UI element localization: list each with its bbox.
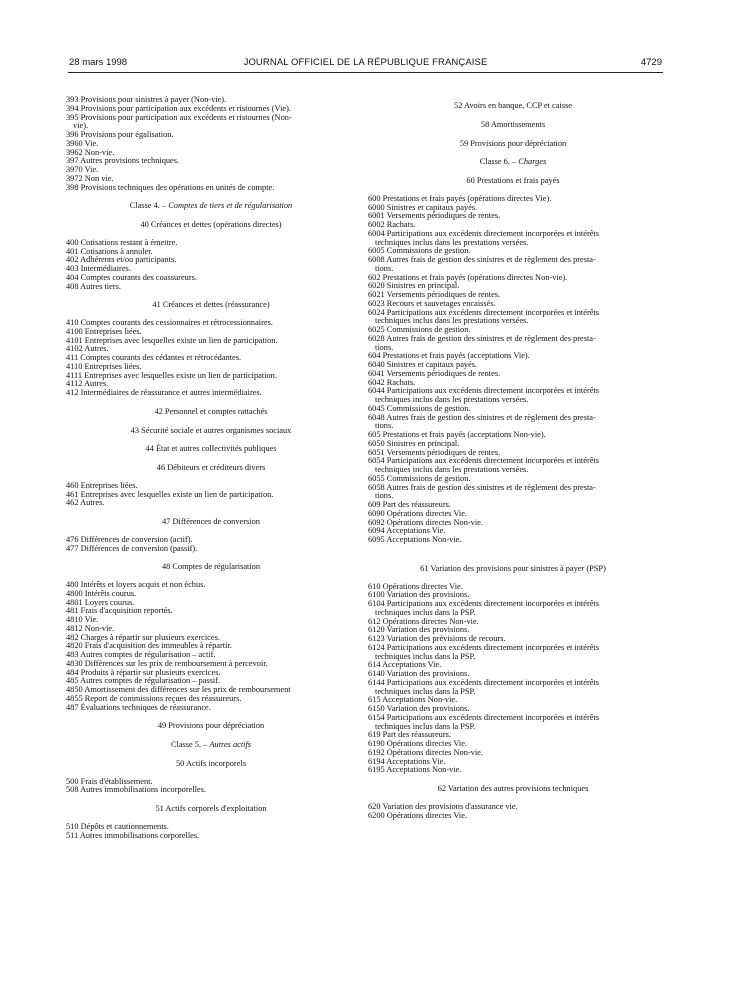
account-line: 4102 Autres. [66,344,109,354]
account-line: 6140 Variation des provisions. [368,669,470,678]
account-line: 6095 Acceptations Non-vie. [368,535,462,544]
heading-text: 42 Personnel et comptes rattachés [154,406,268,416]
account-line-continuation: tions. [375,421,394,431]
account-line: 614 Acceptations Vie. [368,660,442,670]
account-line: 6124 Participations aux excédents directement incorporées et intérêts [368,642,599,652]
header-rule [68,72,663,73]
account-line: 615 Acceptations Non-vie. [368,695,458,705]
account-line: 480 Intérêts et loyers acquis et non échus. [66,580,206,589]
account-line: 6004 Participations aux excédents directement incorporées et intérêts [368,228,599,238]
account-line: 393 Provisions pour sinistres à payer (Non-vie). [66,95,227,104]
account-line: 6048 Autres frais de gestion des sinistres et de règlement des presta- [368,412,596,422]
account-line: 6190 Opérations directes Vie. [368,739,467,748]
section-heading [368,565,658,574]
section-heading [66,741,356,750]
heading-italic: Comptes de tiers et de régularisation [168,201,293,211]
account-line: 6104 Participations aux excédents directement incorporées et intérêts [368,599,599,608]
account-line: 6150 Variation des provisions. [368,704,470,713]
account-line: 398 Provisions techniques des opérations en unités de compte. [66,182,275,192]
heading-text: 40 Créances et dettes (opérations directes) [140,220,282,229]
section-heading [66,464,356,473]
account-line: 412 Intermédiaires de réassurance et autres intermédiaires. [66,388,262,397]
account-line: 396 Provisions pour égalisation. [66,130,174,139]
left-column [66,96,356,840]
heading-italic: Charges [518,157,547,167]
journal-title: JOURNAL OFFICIEL DE LA RÉPUBLIQUE FRANÇAISE [243,57,488,68]
heading-text: 46 Débiteurs et créditeurs divers [156,463,266,472]
account-line: 408 Autres tiers. [66,281,121,291]
account-line: 511 Autres immobilisations corporelles. [66,830,200,840]
account-line: 6154 Participations aux excédents directement incorporées et intérêts [368,712,599,722]
section-heading [368,785,658,794]
account-line: 619 Part des réassureurs. [368,730,451,740]
account-line: 4830 Différences sur les prix de remboursement à percevoir. [66,658,268,668]
heading-text: Classe 6. – [479,157,519,167]
section-heading [66,445,356,454]
account-line: 482 Charges à répartir sur plusieurs exercices. [66,632,220,642]
heading-text: Classe 5. – [170,740,210,749]
account-line: 395 Provisions pour participation aux excédents et ristournes (Non- [66,112,292,122]
section-heading [66,202,356,211]
account-line: 602 Prestations et frais payés (opérations directes Non-vie). [368,272,568,282]
account-line: 4800 Intérêts courus. [66,588,137,598]
account-line-continuation: tions. [375,491,394,501]
account-line: 6195 Acceptations Non-vie. [368,765,462,775]
right-column [368,96,658,820]
account-line: 500 Frais d'établissement. [66,776,153,786]
heading-text: 62 Variation des autres provisions techniques [437,784,589,793]
section-heading [66,722,356,731]
heading-text: 60 Prestations et frais payés [466,176,560,185]
account-line: 6024 Participations aux excédents directement incorporées et intérêts [368,307,599,317]
account-line: 6042 Rachats. [368,377,416,387]
account-line-continuation: tions. [375,263,394,273]
section-heading [66,760,356,769]
account-line: 404 Comptes courants des coassureurs. [66,272,197,282]
account-line: 3960 Vie. [66,138,99,148]
account-line: 4100 Entreprises liées. [66,326,142,336]
account-line: 397 Autres provisions techniques. [66,156,180,166]
account-line: 6045 Commissions de gestion. [368,403,471,413]
account-line: 6002 Rachats. [368,220,416,229]
section-heading [368,121,658,130]
account-line: 610 Opérations directes Vie. [368,581,463,591]
account-line: 6044 Participations aux excédents directement incorporées et intérêts [368,386,599,396]
account-line-continuation: techniques inclus dans la PSP. [375,651,476,661]
account-line: 4850 Amortissement des différences sur les prix de remboursement [66,685,291,694]
account-line: 6008 Autres frais de gestion des sinistres et de règlement des presta- [368,255,596,264]
section-heading [66,427,356,436]
account-line: 402 Adhérents et/ou participants. [66,255,177,265]
account-line: 461 Entreprises avec lesquelles existe un lien de participation. [66,489,274,499]
heading-text: 43 Sécurité sociale et autres organismes sociaux [130,425,292,435]
account-line: 6005 Commissions de gestion. [368,246,471,256]
section-heading [368,102,658,111]
heading-italic: Autres actifs [209,740,252,749]
account-line: 6192 Opérations directes Non-vie. [368,747,483,757]
account-line: 6090 Opérations directes Vie. [368,508,467,518]
account-line: 6023 Recours et sauvetages encaissés. [368,298,496,308]
account-line-continuation: tions. [375,342,394,352]
heading-text: 48 Comptes de régularisation [161,562,261,572]
heading-text: 49 Provisions pour dépréciation [157,721,265,731]
heading-text: 50 Actifs incorporels [176,758,246,768]
section-heading [66,563,356,572]
account-line: 401 Cotisations à annuler. [66,246,153,256]
account-line-continuation: techniques inclus dans la PSP. [375,721,476,731]
account-line-continuation: techniques inclus dans les prestations versées. [375,395,529,404]
heading-text: Classe 4. – [129,201,169,211]
account-line: 460 Entreprises liées. [66,480,138,490]
account-line: 6058 Autres frais de gestion des sinistres et de règlement des presta- [368,482,596,492]
account-line: 4810 Vie. [66,615,99,624]
account-line: 6144 Participations aux excédents directement incorporées et intérêts [368,677,599,687]
account-line: 6025 Commissions de gestion. [368,325,471,334]
account-line: 6028 Autres frais de gestion des sinistres et de règlement des presta- [368,333,596,343]
account-line: 6194 Acceptations Vie. [368,756,446,766]
account-line: 605 Prestations et frais payés (acceptations Non-vie). [368,430,546,439]
account-line: 6001 Versements périodiques de rentes. [368,211,501,221]
account-line: 609 Part des réassureurs. [368,500,451,509]
heading-text: 58 Amortissements [480,119,546,129]
account-line: 6123 Variation des prévisions de recours. [368,634,506,643]
account-line-continuation: vie). [73,121,89,131]
account-line-continuation: techniques inclus dans les prestations versées. [375,237,529,247]
section-heading [66,518,356,527]
account-line: 6041 Versements périodiques de rentes. [368,368,501,378]
section-heading [66,805,356,814]
account-line: 487 Évaluations techniques de réassurance. [66,702,211,712]
account-line: 4820 Frais d'acquisition des immeubles à répartir. [66,641,232,651]
account-line: 508 Autres immobilisations incorporelles. [66,785,206,795]
account-line: 4812 Non-vie. [66,623,115,633]
account-line-continuation: techniques inclus dans la PSP. [375,686,476,696]
account-line: 620 Variation des provisions d'assurance vie. [368,801,518,811]
account-line: 510 Dépôts et cautionnements. [66,821,169,831]
account-line: 403 Intermédiaires. [66,264,131,273]
account-line: 6021 Versements périodiques de rentes. [368,290,501,299]
account-line: 400 Cotisations restant à émettre. [66,237,178,247]
account-line: 6051 Versements périodiques de rentes. [368,447,501,457]
section-heading [66,221,356,230]
account-line: 3962 Non-vie. [66,147,115,157]
heading-text: 61 Variation des provisions pour sinistres à payer (PSP) [420,563,606,573]
account-line: 604 Prestations et frais payés (acceptations Vie). [368,351,530,361]
account-line: 476 Différences de conversion (actif). [66,534,193,544]
account-line: 6050 Sinistres en principal. [368,438,460,448]
account-line: 4112 Autres. [66,379,109,389]
account-line: 485 Autres comptes de régularisation – passif. [66,676,221,686]
account-line-continuation: techniques inclus dans la PSP. [375,607,476,617]
account-line: 612 Opérations directes Non-vie. [368,616,479,626]
account-line: 6040 Sinistres et capitaux payés. [368,360,478,369]
heading-text: 44 État et autres collectivités publiques [145,444,277,454]
page-header [0,57,731,71]
section-heading [368,158,658,167]
spacer [368,545,658,555]
account-line: 4855 Report de commissions reçues des réassureurs. [66,693,242,703]
heading-text: 51 Actifs corporels d'exploitation [155,804,267,813]
account-line: 411 Comptes courants des cédantes et rétrocédantes. [66,353,242,362]
account-line: 481 Frais d'acquisition reportés. [66,606,173,616]
page-number: 4729 [640,57,662,68]
account-line: 6094 Acceptations Vie. [368,526,446,536]
account-line: 477 Différences de conversion (passif). [66,543,198,553]
account-line: 6092 Opérations directes Non-vie. [368,517,483,527]
section-heading [368,140,658,149]
heading-text: 52 Avoirs en banque, CCP et caisse [454,101,572,110]
account-line: 4110 Entreprises liées. [66,361,142,371]
account-line: 394 Provisions pour participation aux excédents et ristournes (Vie). [66,103,291,113]
account-line: 483 Autres comptes de régularisation – actif. [66,650,216,659]
account-line: 600 Prestations et frais payés (opérations directes Vie). [368,193,552,203]
header-date: 28 mars 1998 [69,57,128,68]
account-line: 6055 Commissions de gestion. [368,473,471,483]
section-heading [66,301,356,310]
account-line: 6120 Variation des provisions. [368,625,470,635]
account-line: 4101 Entreprises avec lesquelles existe un lien de participation. [66,335,278,345]
account-line: 6100 Variation des provisions. [368,590,470,600]
account-line: 6020 Sinistres en principal. [368,281,460,291]
heading-text: 41 Créances et dettes (réassurance) [152,300,270,310]
heading-text: 47 Différences de conversion [162,517,260,526]
account-line: 6054 Participations aux excédents directement incorporées et intérêts [368,456,599,466]
account-line: 4111 Entreprises avec lesquelles existe un lien de participation. [66,370,277,380]
section-heading [66,408,356,417]
section-heading [368,177,658,186]
account-line-continuation: techniques inclus dans les prestations versées. [375,316,529,326]
account-line: 3972 Non vie. [66,173,114,183]
heading-text: 59 Provisions pour dépréciation [459,138,567,148]
account-line: 3970 Vie. [66,165,99,174]
account-line: 4801 Loyers courus. [66,597,135,607]
account-line-continuation: techniques inclus dans les prestations versées. [375,465,529,474]
account-line: 462 Autres. [66,498,105,508]
account-line: 6000 Sinistres et capitaux payés. [368,202,478,212]
account-line: 484 Produits à répartir sur plusieurs exercices. [66,667,221,677]
account-line: 410 Comptes courants des cessionnaires et rétrocessionnaires. [66,318,273,327]
account-line: 6200 Opérations directes Vie. [368,810,467,820]
